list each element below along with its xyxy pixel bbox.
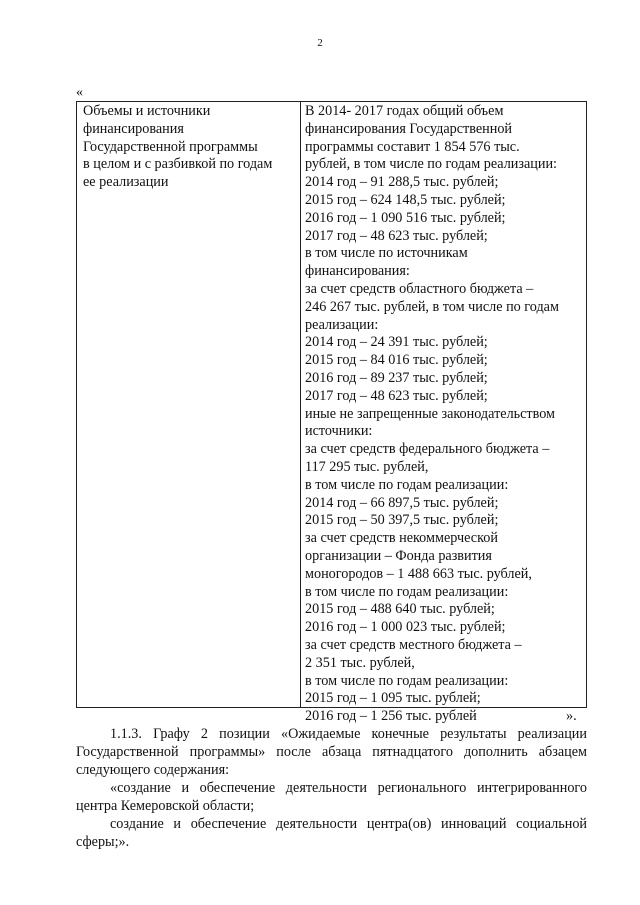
paragraph-1-1-3: [76, 726, 587, 779]
right-cell-line: за счет средств местного бюджета –: [305, 636, 522, 653]
right-cell-line: 2015 год – 488 640 тыс. рублей;: [305, 601, 495, 618]
right-cell-line: за счет средств федерального бюджета –: [305, 441, 550, 458]
right-cell-line: в том числе по годам реализации:: [305, 583, 509, 600]
right-cell-line: 2016 год – 1 000 023 тыс. рублей;: [305, 619, 506, 636]
right-cell-line: 2014 год – 91 288,5 тыс. рублей;: [305, 174, 499, 191]
right-cell-line: за счет средств некоммерческой: [305, 530, 498, 547]
left-cell-line: в целом и с разбивкой по годам: [83, 156, 273, 173]
closing-quote-mark: ».: [566, 708, 577, 724]
right-cell-line: 2015 год – 50 397,5 тыс. рублей;: [305, 512, 499, 529]
right-cell-line: 2015 год – 84 016 тыс. рублей;: [305, 352, 488, 369]
paragraph-quote-1: [76, 780, 587, 816]
right-cell-line: моногородов – 1 488 663 тыс. рублей,: [305, 565, 532, 582]
right-cell-line: иные не запрещенные законодательством: [305, 405, 556, 422]
right-cell-line: 2016 год – 1 090 516 тыс. рублей;: [305, 209, 506, 226]
right-cell-line: 2017 год – 48 623 тыс. рублей;: [305, 387, 488, 404]
table-right-cell: [305, 103, 587, 726]
paragraph-quote-2: [76, 816, 587, 852]
financing-table: [76, 101, 587, 725]
right-cell-line: за счет средств областного бюджета –: [305, 280, 534, 297]
paragraph-line: Государственной программы» после абзаца пятнадцатого дополнить абзацем: [76, 743, 587, 760]
right-cell-line: 2015 год – 1 095 тыс. рублей;: [305, 690, 481, 707]
right-cell-line: 117 295 тыс. рублей,: [305, 458, 429, 475]
page-number: 2: [317, 37, 323, 49]
paragraph-line: «создание и обеспечение деятельности регионального интегрированного: [110, 780, 587, 796]
left-cell-line: Объемы и источники: [83, 103, 211, 119]
right-cell-line: в том числе по годам реализации:: [305, 672, 509, 689]
paragraph-line: сферы;».: [76, 833, 130, 850]
left-cell-line: ее реализации: [83, 174, 169, 191]
right-cell-line: рублей, в том числе по годам реализации:: [305, 156, 557, 173]
right-cell-line: 2016 год – 89 237 тыс. рублей;: [305, 369, 488, 386]
right-cell-line: 2 351 тыс. рублей,: [305, 654, 415, 671]
right-cell-line: 2014 год – 66 897,5 тыс. рублей;: [305, 494, 499, 511]
paragraph-line: следующего содержания:: [76, 761, 230, 778]
opening-quote-mark: «: [76, 85, 83, 100]
right-cell-line: В 2014- 2017 годах общий объем: [305, 103, 504, 119]
right-cell-line: 2016 год – 1 256 тыс. рублей: [305, 708, 477, 725]
left-cell-line: финансирования: [83, 120, 184, 137]
right-cell-line: финансирования:: [305, 263, 410, 280]
right-cell-line: в том числе по годам реализации:: [305, 476, 509, 493]
right-cell-line: 2017 год – 48 623 тыс. рублей;: [305, 227, 488, 244]
table-left-cell: [83, 103, 297, 192]
right-cell-line: 2014 год – 24 391 тыс. рублей;: [305, 334, 488, 351]
right-cell-line: в том числе по источникам: [305, 245, 468, 262]
right-cell-line: 2015 год – 624 148,5 тыс. рублей;: [305, 191, 506, 208]
right-cell-line: 246 267 тыс. рублей, в том числе по годам: [305, 298, 559, 315]
right-cell-line: источники:: [305, 423, 373, 440]
right-cell-line: программы составит 1 854 576 тыс.: [305, 138, 520, 155]
right-cell-line: организации – Фонда развития: [305, 547, 492, 564]
right-cell-line: финансирования Государственной: [305, 120, 513, 137]
paragraph-line: центра Кемеровской области;: [76, 797, 255, 814]
paragraph-line: создание и обеспечение деятельности центра(ов) инноваций социальной: [110, 816, 587, 832]
right-cell-line: реализации:: [305, 316, 379, 333]
left-cell-line: Государственной программы: [83, 138, 258, 155]
paragraph-line: 1.1.3. Графу 2 позиции «Ожидаемые конечные результаты реализации: [110, 726, 587, 742]
table-column-divider: [300, 102, 301, 707]
